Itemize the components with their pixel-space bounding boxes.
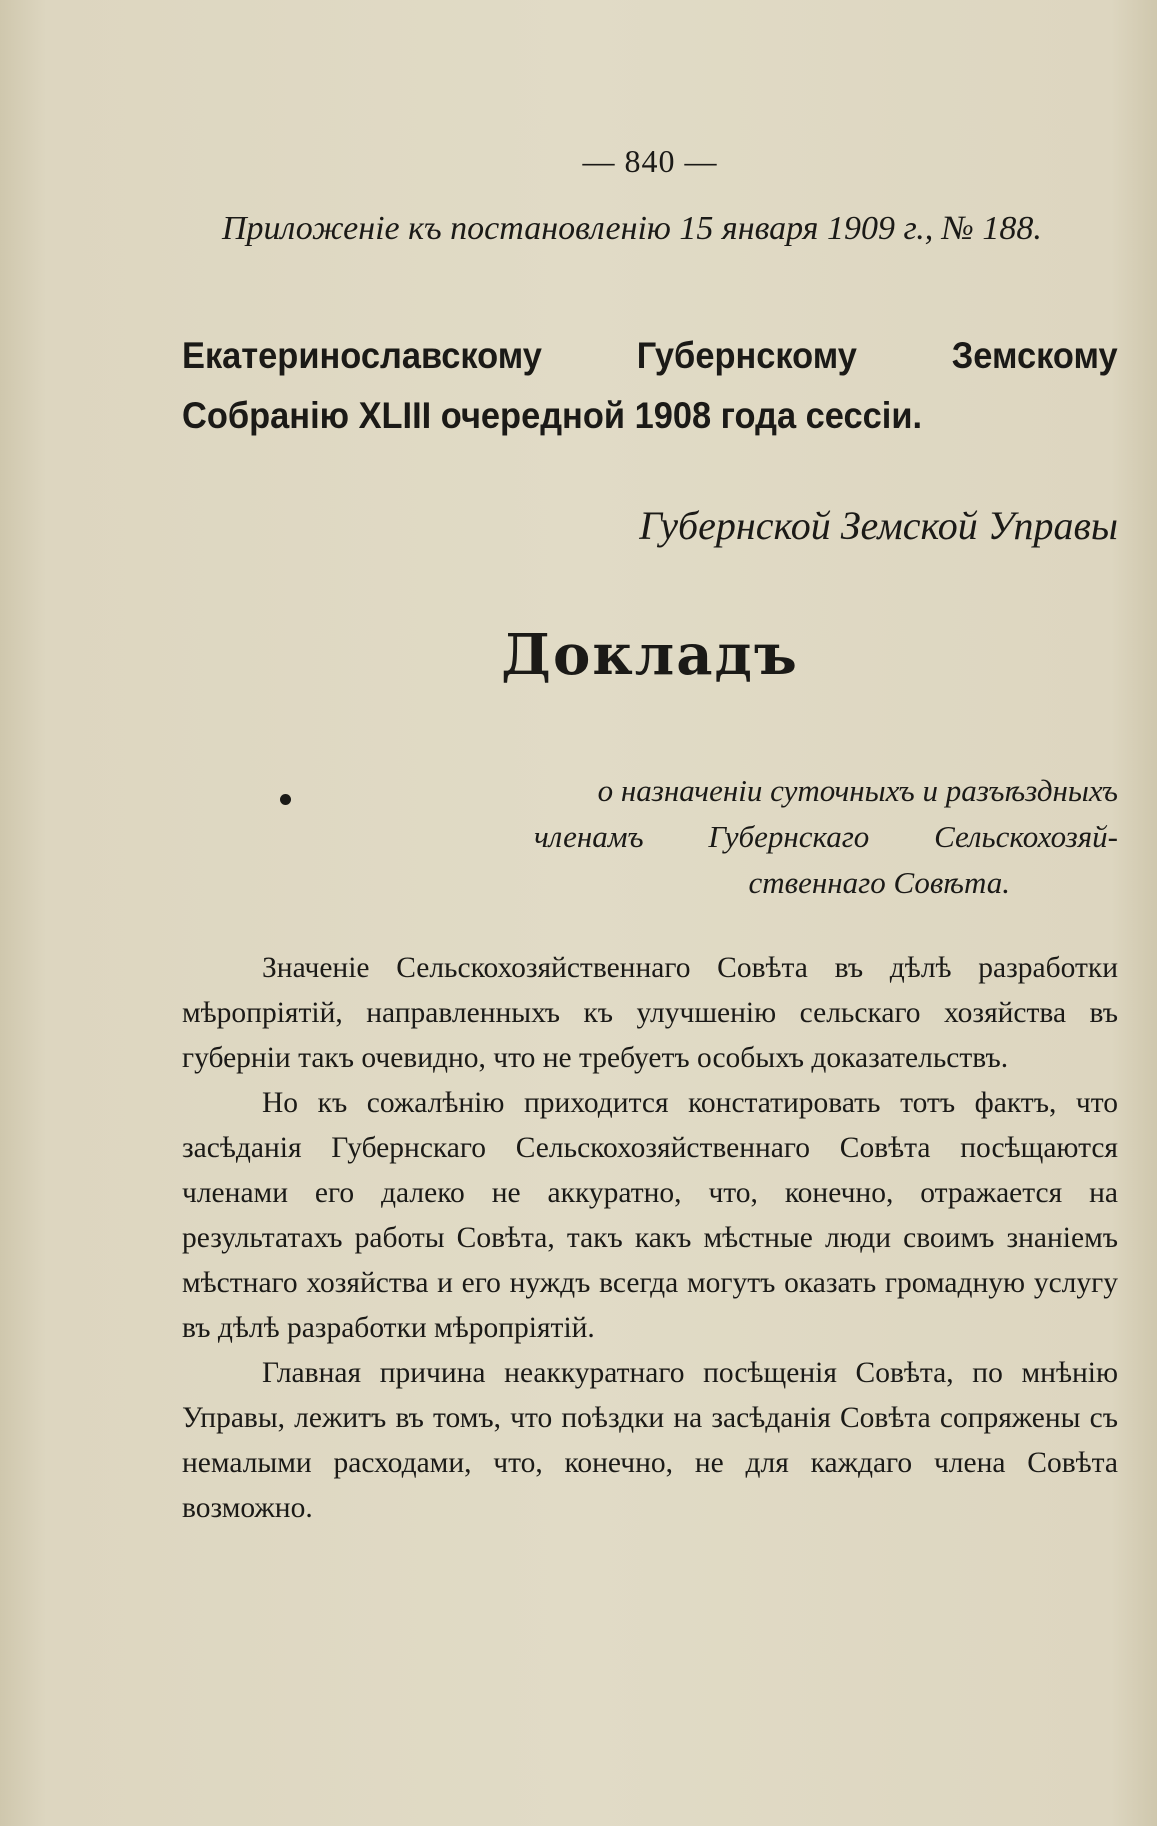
page-number: — 840 — (582, 143, 718, 179)
paragraph-3: Главная причина неаккуратнаго посѣщенiя Совѣта, по мнѣнiю Управы, лежитъ въ томъ, что поѣздки на засѣданiя Совѣта сопряжены съ немалыми расходами, что, конечно, не для каждаго члена Совѣта возможно. (182, 1357, 1118, 1524)
paragraph-2: Но къ сожалѣнiю приходится констатировать тотъ фактъ, что засѣданiя Губернскаго Сельскохозяйственнаго Совѣта посѣщаются членами его далеко не аккуратно, что, конечно, отражается на результатахъ работы Совѣта, такъ какъ мѣстные люди своимъ знанiемъ мѣстнаго хозяйства и его нуждъ всегда могутъ оказать громадную услугу въ дѣлѣ разработки мѣропрiятiй. (182, 1087, 1118, 1344)
report-title: Докладъ (501, 622, 799, 688)
address-heading: Екатеринославскому Губернскому Земскому Собранiю XLIII очередной 1908 года сессiи. (182, 335, 1118, 436)
subject-line-2: членамъ Губернскаго Сельскохозяй- (534, 819, 1118, 854)
bullet-mark (280, 794, 291, 805)
subject-line-3: ственнаго Совѣта. (748, 865, 1010, 900)
appendix-note: Приложенiе къ постановленiю 15 января 1909 г., № 188. (222, 210, 1042, 247)
subject-line-1: о назначенiи суточныхъ и разъѣздныхъ (597, 773, 1118, 808)
report-body (182, 946, 1118, 1531)
board-name: Губернской Земской Управы (639, 503, 1118, 548)
paragraph-1: Значенiе Сельскохозяйственнаго Совѣта въ дѣлѣ разработки мѣропрiятiй, направленныхъ къ улучшенiю сельскаго хозяйства въ губернiи такъ очевидно, что не требуетъ особыхъ доказательствъ. (182, 952, 1118, 1074)
report-subject (534, 768, 1118, 906)
